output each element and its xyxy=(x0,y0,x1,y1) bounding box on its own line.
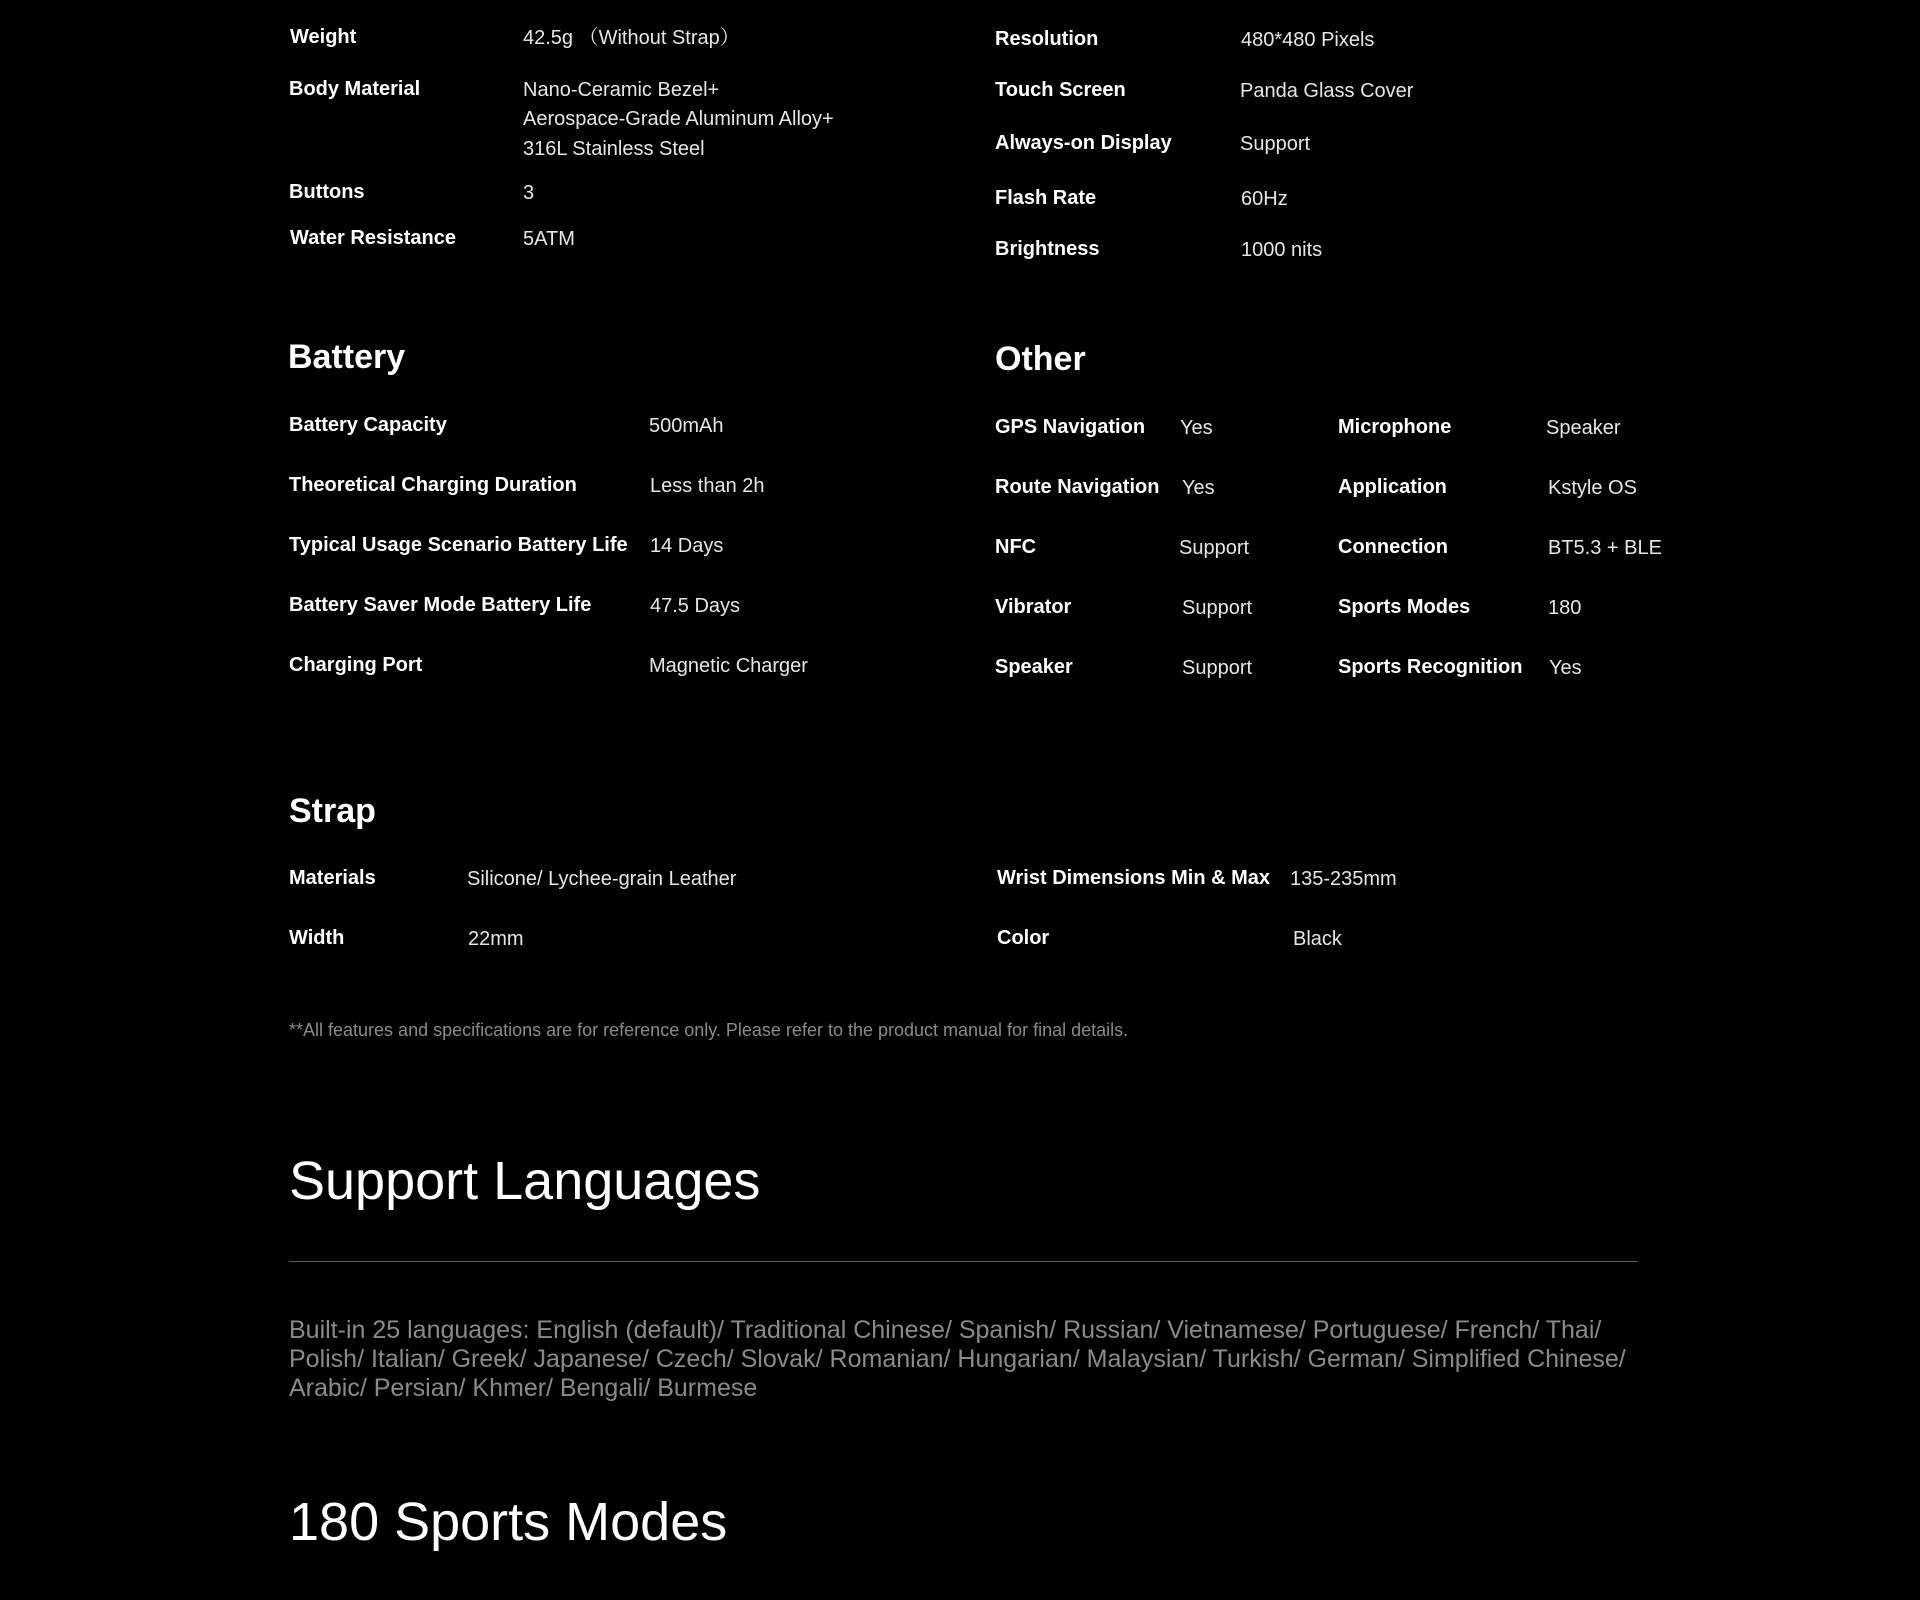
sports-modes-heading: 180 Sports Modes xyxy=(289,1492,728,1552)
weight-label: Weight xyxy=(290,26,357,48)
support-languages-heading: Support Languages xyxy=(289,1151,761,1211)
charging-port-value: Magnetic Charger xyxy=(649,655,808,677)
nfc-label: NFC xyxy=(995,536,1037,558)
brightness-label: Brightness xyxy=(995,238,1100,260)
vibrator-value: Support xyxy=(1182,597,1253,619)
battery-title: Battery xyxy=(288,338,406,376)
resolution-label: Resolution xyxy=(995,28,1099,50)
microphone-label: Microphone xyxy=(1338,416,1452,438)
body-material-line-2: Aerospace-Grade Aluminum Alloy+ xyxy=(523,108,834,130)
sports-recognition-label: Sports Recognition xyxy=(1338,656,1523,678)
width-value: 22mm xyxy=(468,928,524,950)
always-on-display-value: Support xyxy=(1240,133,1311,155)
touch-screen-value: Panda Glass Cover xyxy=(1240,80,1414,102)
charging-duration-label: Theoretical Charging Duration xyxy=(289,474,577,496)
battery-capacity-value: 500mAh xyxy=(649,415,724,437)
color-label: Color xyxy=(997,927,1050,949)
strap-title: Strap xyxy=(289,792,376,830)
wrist-dimensions-value: 135-235mm xyxy=(1290,868,1397,890)
typical-battery-life-label: Typical Usage Scenario Battery Life xyxy=(289,534,628,556)
nfc-value: Support xyxy=(1179,537,1250,559)
speaker-value: Support xyxy=(1182,657,1253,679)
connection-label: Connection xyxy=(1338,536,1448,558)
charging-port-label: Charging Port xyxy=(289,654,423,676)
resolution-value: 480*480 Pixels xyxy=(1241,29,1375,51)
section-divider xyxy=(289,1261,1638,1262)
speaker-label: Speaker xyxy=(995,656,1073,678)
materials-label: Materials xyxy=(289,867,376,889)
buttons-value: 3 xyxy=(523,182,535,204)
languages-list: Built-in 25 languages: English (default)/ Traditional Chinese/ Spanish/ Russian/ Vietnamese/ Portuguese/ French/ Thai/ Polish/ Italian/ Greek/ Japanese/ Czech/ Slovak/ Romanian/ Hungarian/ Malaysian/ Turkish/ German/ Simplified Chinese/ Arabic/ Persian/ Khmer/ Bengali/ Burmese xyxy=(289,1316,1626,1402)
connection-value: BT5.3 + BLE xyxy=(1548,537,1662,559)
color-value: Black xyxy=(1293,928,1342,950)
materials-value: Silicone/ Lychee-grain Leather xyxy=(467,868,737,890)
application-value: Kstyle OS xyxy=(1548,477,1637,499)
route-navigation-label: Route Navigation xyxy=(995,476,1160,498)
width-label: Width xyxy=(289,927,345,949)
water-resistance-value: 5ATM xyxy=(523,228,575,250)
body-material-label: Body Material xyxy=(289,78,421,100)
vibrator-label: Vibrator xyxy=(995,596,1072,618)
brightness-value: 1000 nits xyxy=(1241,239,1323,261)
always-on-display-label: Always-on Display xyxy=(995,132,1172,154)
touch-screen-label: Touch Screen xyxy=(995,79,1126,101)
sports-modes-label: Sports Modes xyxy=(1338,596,1471,618)
application-label: Application xyxy=(1338,476,1447,498)
saver-battery-life-label: Battery Saver Mode Battery Life xyxy=(289,594,592,616)
battery-capacity-label: Battery Capacity xyxy=(289,414,447,436)
flash-rate-label: Flash Rate xyxy=(995,187,1097,209)
body-material-line-1: Nano-Ceramic Bezel+ xyxy=(523,79,720,101)
saver-battery-life-value: 47.5 Days xyxy=(650,595,741,617)
sports-recognition-value: Yes xyxy=(1549,657,1582,679)
microphone-value: Speaker xyxy=(1546,417,1621,439)
disclaimer-text: **All features and specifications are for reference only. Please refer to the product manual for final details. xyxy=(289,1020,1129,1040)
charging-duration-value: Less than 2h xyxy=(650,475,765,497)
route-navigation-value: Yes xyxy=(1182,477,1215,499)
flash-rate-value: 60Hz xyxy=(1241,188,1288,210)
body-material-line-3: 316L Stainless Steel xyxy=(523,138,705,160)
gps-navigation-value: Yes xyxy=(1180,417,1213,439)
weight-value: 42.5g （Without Strap） xyxy=(523,27,740,49)
other-title: Other xyxy=(995,340,1086,378)
gps-navigation-label: GPS Navigation xyxy=(995,416,1146,438)
buttons-label: Buttons xyxy=(289,181,365,203)
wrist-dimensions-label: Wrist Dimensions Min & Max xyxy=(997,867,1271,889)
water-resistance-label: Water Resistance xyxy=(290,227,456,249)
typical-battery-life-value: 14 Days xyxy=(650,535,724,557)
sports-modes-value: 180 xyxy=(1548,597,1582,619)
